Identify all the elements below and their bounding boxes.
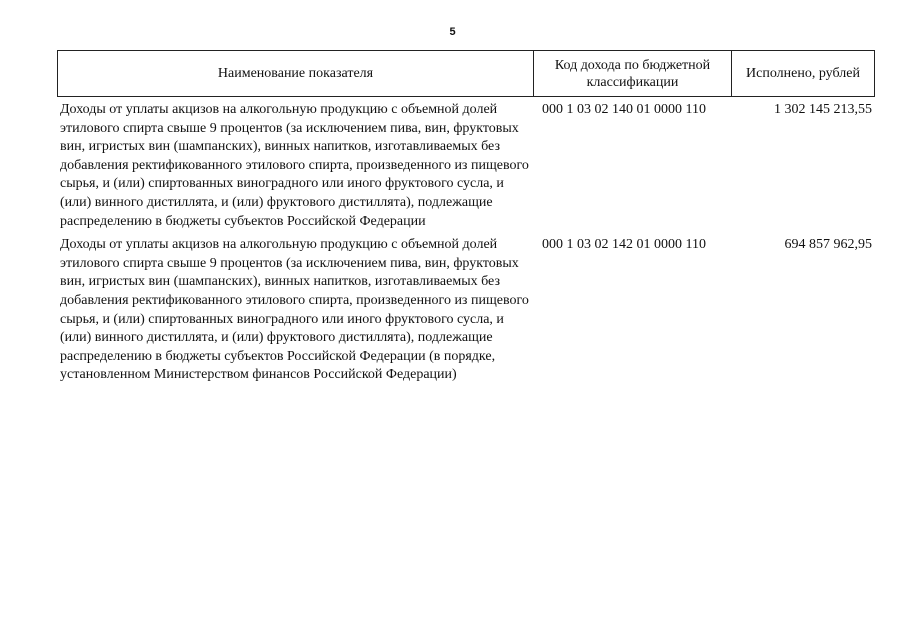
revenue-table bbox=[57, 50, 875, 385]
row-executed: 1 302 145 213,55 bbox=[774, 102, 872, 117]
row-code: 000 1 03 02 140 01 0000 110 bbox=[542, 102, 706, 117]
row-name: Доходы от уплаты акцизов на алкогольную продукцию с объемной долей этилового спирта свыше 9 процентов (за исключением пива, вин, фруктовых вин, игристых вин (шампанских), винных напитков, изготавливаемых без добавления ректификованного этилового спирта, произведенного из пищевого сырья, и (или) спиртованных виноградного или иного фруктового сусла, и (или) винного дистиллята, и (или) фруктового дистиллята), подлежащие распределению в бюджеты субъектов Российской Федерации bbox=[60, 102, 529, 229]
table-row bbox=[57, 236, 875, 385]
table-row bbox=[57, 101, 875, 231]
header-name: Наименование показателя bbox=[58, 51, 534, 96]
header-executed: Исполнено, рублей bbox=[746, 66, 860, 81]
row-name: Доходы от уплаты акцизов на алкогольную продукцию с объемной долей этилового спирта свыше 9 процентов (за исключением пива, вин, фруктовых вин, игристых вин (шампанских), винных напитков, изготавливаемых без добавления ректификованного этилового спирта, произведенного из пищевого сырья, и (или) спиртованных виноградного или иного фруктового сусла, и (или) винного дистиллята, и (или) фруктового дистиллята), подлежащие распределению в бюджеты субъектов Российской Федерации (в порядке, установленном Министерством финансов Российской Федерации) bbox=[60, 237, 529, 383]
page-number: 5 bbox=[449, 26, 456, 38]
row-code: 000 1 03 02 142 01 0000 110 bbox=[542, 237, 706, 253]
header-code: Код дохода по бюджетной классификации bbox=[534, 51, 732, 96]
row-executed: 694 857 962,95 bbox=[784, 237, 872, 253]
table-header bbox=[57, 50, 875, 97]
